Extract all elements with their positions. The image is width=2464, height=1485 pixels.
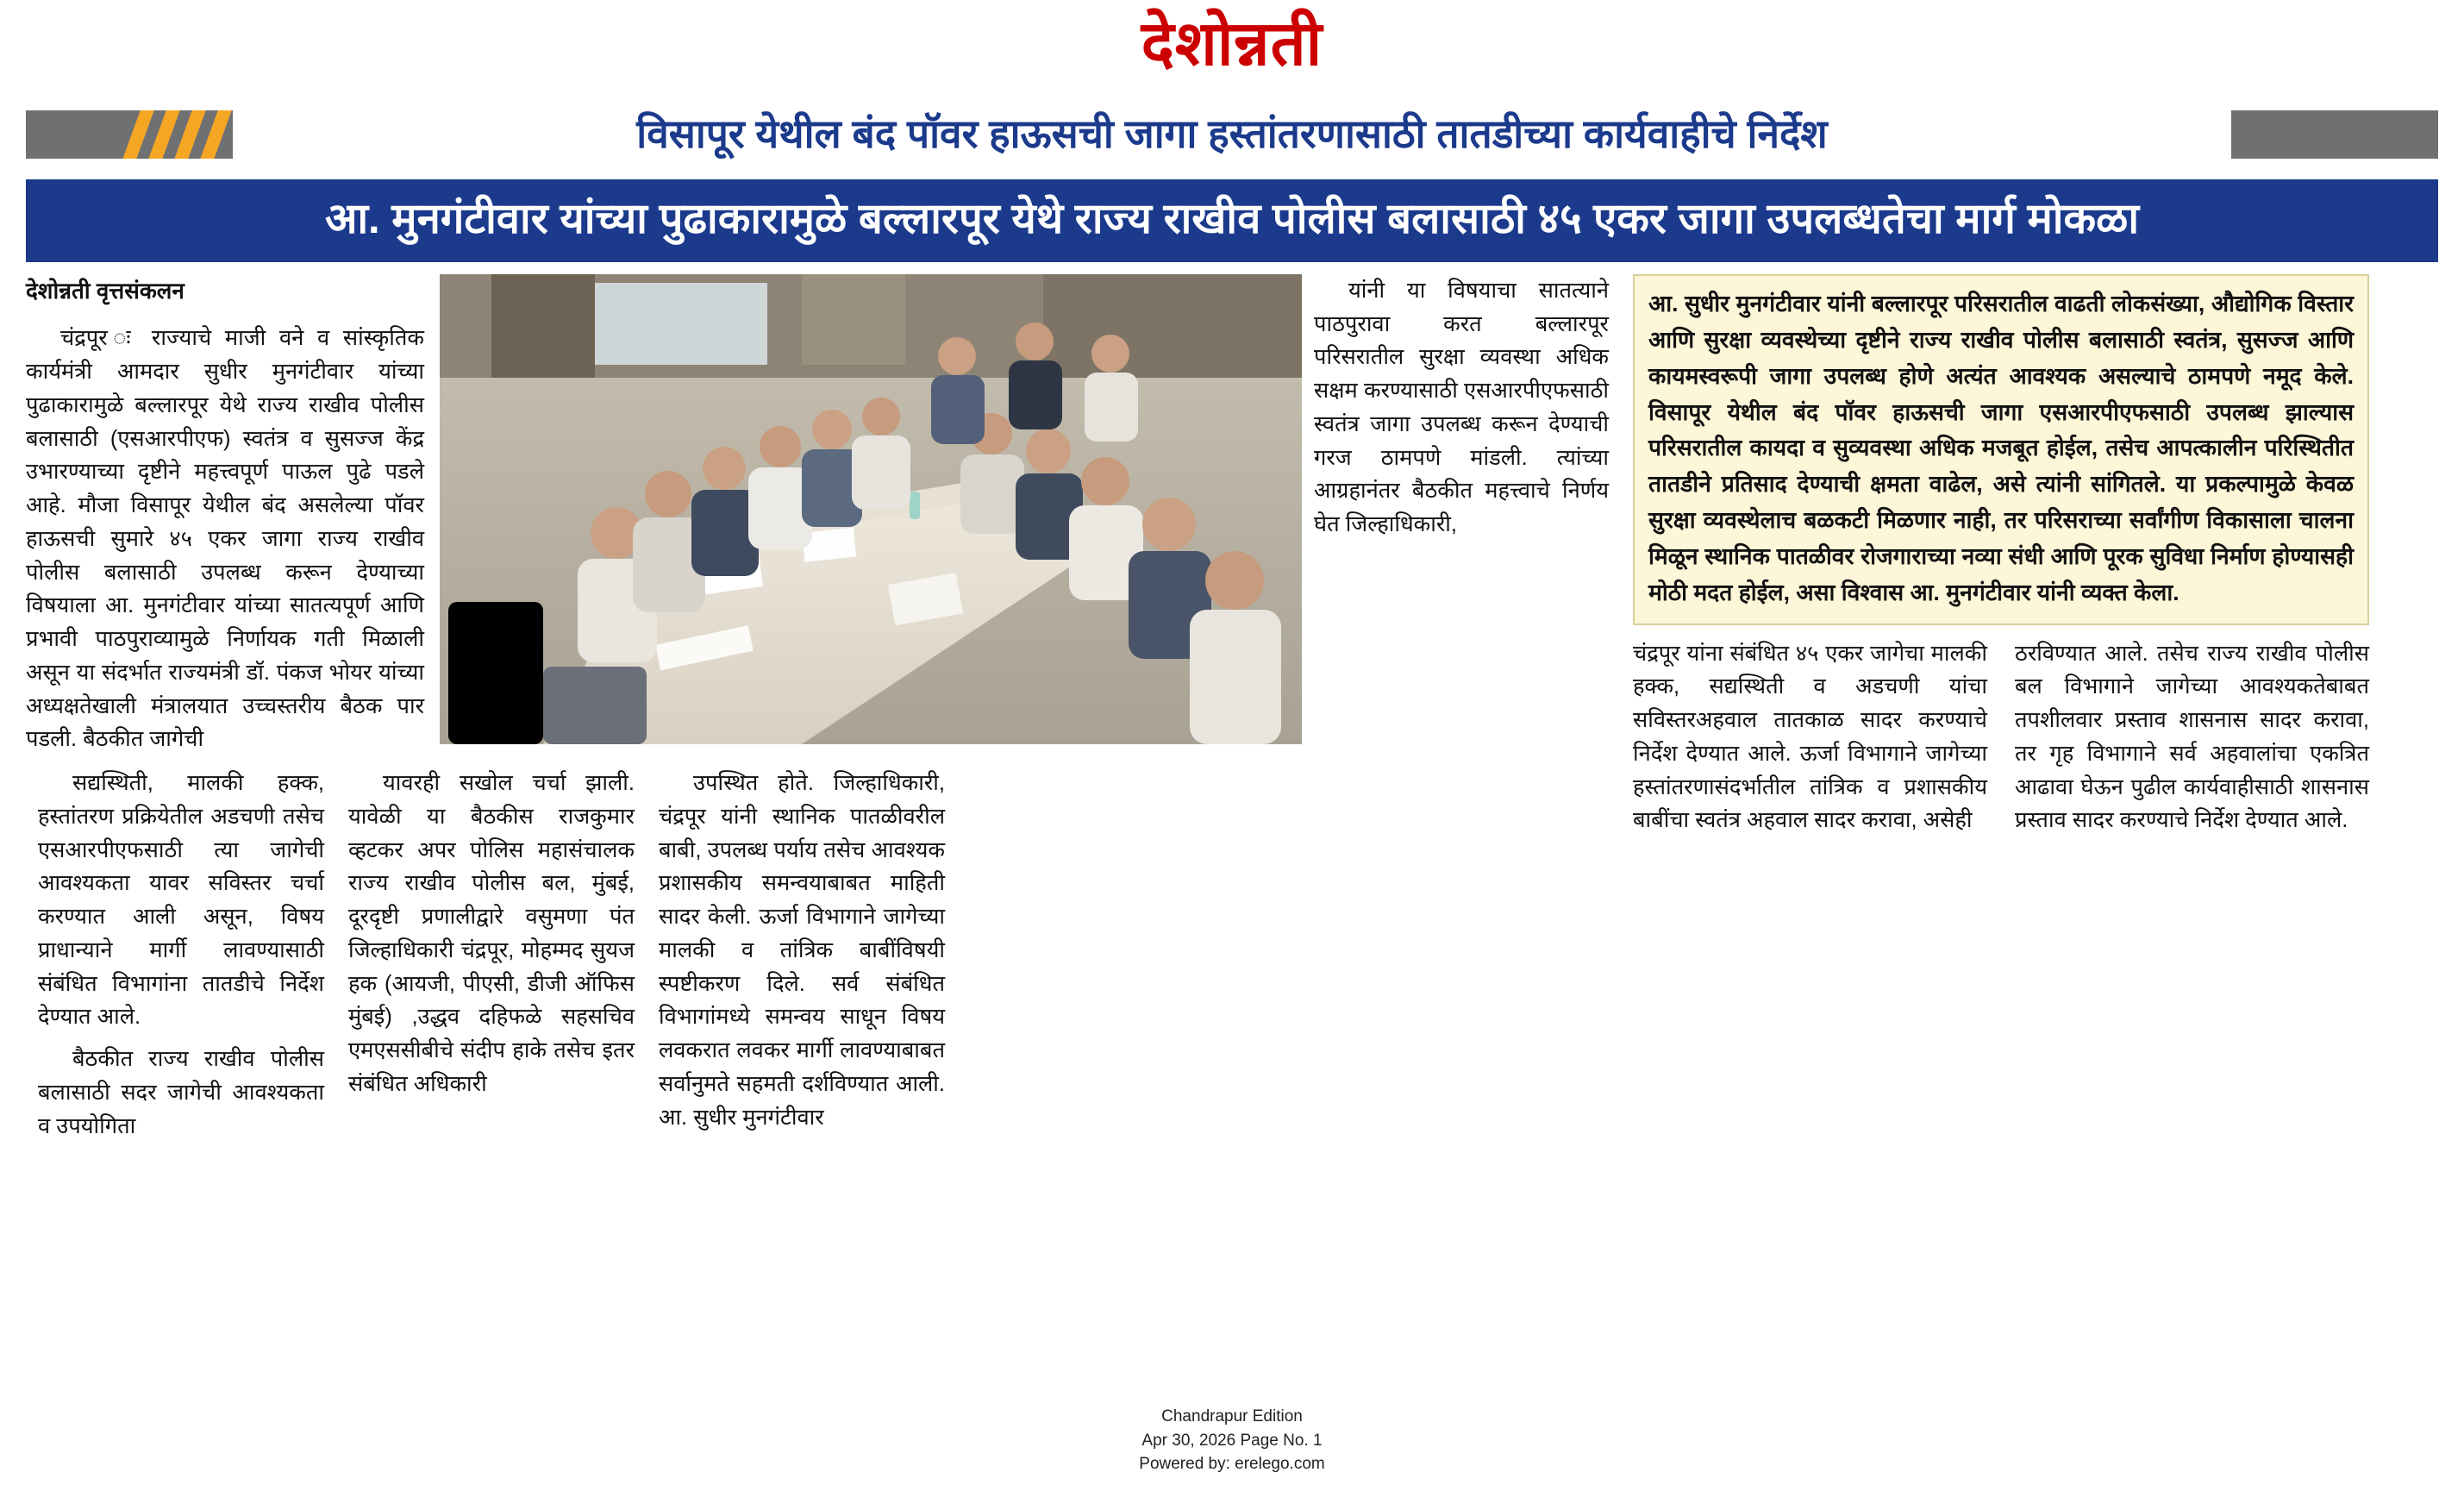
main-headline: आ. मुनगंटीवार यांच्या पुढाकारामुळे बल्लारपूर येथे राज्य राखीव पोलीस बलासाठी ४५ एकर जागा उपलब्धतेचा मार्ग मोकळा xyxy=(26,179,2438,262)
article-photo xyxy=(440,274,1302,744)
article-body xyxy=(26,274,2438,1144)
byline: देशोन्नती वृत्तसंकलन xyxy=(26,277,184,304)
column-1 xyxy=(26,274,440,756)
column-6-sub-left: चंद्रपूर यांना संबंधित ४५ एकर जागेचा मालकी हक्क, सद्यस्थिती व अडचणी यांचा सविस्तरअहवाल तातकाळ सादर करण्याचे निर्देश देण्यात आले. ऊर्जा विभागाने जागेच्या हस्तांतरणासंदर्भातील तांत्रिक व प्रशासकीय बाबींचा स्वतंत्र अहवाल सादर करावा, असेही xyxy=(1633,641,1987,833)
lead-paragraph: चंद्रपूर ः राज्याचे माजी वने व सांस्कृतिक कार्यमंत्री आमदार सुधीर मुनगंटीवार यांच्या पुढाकारामुळे बल्लारपूर येथे राज्य राखीव पोलीस बलासाठी (एसआरपीएफ) स्वतंत्र व सुसज्ज केंद्र उभारण्याच्या दृष्टीने महत्त्वपूर्ण पाऊल पुढे पडले आहे. मौजा विसापूर येथील बंद असलेल्या पॉवर हाऊसची सुमारे ४५ एकर जागा राज्य राखीव पोलीस बलासाठी उपलब्ध करून देण्याच्या विषयाला आ. मुनगंटीवार यांच्या सातत्यपूर्ण आणि प्रभावी पाठपुराव्यामुळे निर्णायक गती मिळाली असून या संदर्भात राज्यमंत्री डॉ. पंकज भोयर यांच्या अध्यक्षतेखाली मंत्रालयात उच्चस्तरीय बैठक पार पडली. बैठकीत जागेची xyxy=(26,326,424,752)
page-footer xyxy=(0,1405,2464,1476)
column-5 xyxy=(1302,274,1621,542)
footer-date-page: Apr 30, 2026 Page No. 1 xyxy=(1141,1431,1323,1450)
footer-powered-by: Powered by: erelego.com xyxy=(1139,1455,1325,1474)
masthead-title: देशोन्नती xyxy=(1141,9,1323,78)
masthead xyxy=(26,0,2438,83)
column-4 xyxy=(647,767,957,1143)
kicker-band xyxy=(26,98,2438,171)
paragraph: सद्यस्थिती, मालकी हक्क, हस्तांतरण प्रक्रियेतील अडचणी तसेच एसआरपीएफसाठी त्या जागेची आवश्यकता यावर सविस्तर चर्चा करण्यात आली असून, विषय प्राधान्याने मार्गी लावण्यासाठी संबंधित विभागांना तातडीचे निर्देश देण्यात आले. xyxy=(38,771,324,1030)
column-3 xyxy=(336,767,647,1143)
column-2 xyxy=(26,767,336,1143)
paragraph: बैठकीत राज्य राखीव पोलीस बलासाठी सदर जागेची आवश्यकता व उपयोगिता xyxy=(38,1047,324,1138)
paragraph: यांनी या विषयाचा सातत्याने पाठपुरावा करत बल्लारपूर परिसरातील सुरक्षा व्यवस्था अधिक सक्षम करण्यासाठी एसआरपीएफसाठी स्वतंत्र जागा उपलब्ध करून देण्याची गरज ठामपणे मांडली. त्यांच्या आग्रहानंतर बैठकीत महत्त्वाचे निर्णय घेत जिल्हाधिकारी, xyxy=(1314,278,1609,537)
decor-bar-right xyxy=(2231,110,2438,159)
column-6 xyxy=(1621,274,2369,837)
highlight-quote-box: आ. सुधीर मुनगंटीवार यांनी बल्लारपूर परिसरातील वाढती लोकसंख्या, औद्योगिक विस्तार आणि सुरक्षा व्यवस्थेच्या दृष्टीने राज्य राखीव पोलीस बलासाठी स्वतंत्र, सुसज्ज आणि कायमस्वरूपी जागा उपलब्ध होणे अत्यंत आवश्यक असल्याचे ठामपणे नमूद केले. विसापूर येथील बंद पॉवर हाऊसची जागा एसआरपीएफसाठी उपलब्ध झाल्यास परिसरातील कायदा व सुव्यवस्था अधिक मजबूत होईल, तसेच आपत्कालीन परिस्थितीत तातडीने प्रतिसाद देण्याची क्षमता वाढेल, असे त्यांनी सांगितले. या प्रकल्पामुळे केवळ सुरक्षा व्यवस्थेलाच बळकटी मिळणार नाही, तर परिसराच्या सर्वांगीण विकासाला चालना मिळून स्थानिक पातळीवर रोजगाराच्या नव्या संधी आणि पूरक सुविधा निर्माण होण्यासही मोठी मदत होईल, असा विश्वास आ. मुनगंटीवार यांनी व्यक्त केला. xyxy=(1633,274,2369,625)
kicker-headline: विसापूर येथील बंद पॉवर हाऊसची जागा हस्तांतरणासाठी तातडीच्या कार्यवाहीचे निर्देश xyxy=(636,111,1828,157)
paragraph: यावरही सखोल चर्चा झाली. यावेळी या बैठकीस राजकुमार व्हटकर अपर पोलिस महासंचालक राज्य राखीव पोलीस बल, मुंबई, दूरदृष्टी प्रणालीद्वारे वसुमणा पंत जिल्हाधिकारी चंद्रपूर, मोहम्मद सुयज हक (आयजी, पीएसी, डीजी ऑफिस मुंबई) ,उद्धव दहिफळे सहसचिव एमएससीबीचे संदीप हाके तसेच इतर संबंधित अधिकारी xyxy=(348,771,635,1096)
column-6-sub-right: ठरविण्यात आले. तसेच राज्य राखीव पोलीस बल विभागाने जागेच्या आवश्यकतेबाबत तपशीलवार प्रस्ताव शासनास सादर करावा, तर गृह विभागाने सर्व अहवालांचा एकत्रित आढावा घेऊन पुढील कार्यवाहीसाठी शासनास प्रस्ताव सादर करण्याचे निर्देश देण्यात आले. xyxy=(2015,641,2369,833)
footer-edition: Chandrapur Edition xyxy=(1161,1407,1303,1426)
paragraph: उपस्थित होते. जिल्हाधिकारी, चंद्रपूर यांनी स्थानिक पातळीवरील बाबी, उपलब्ध पर्याय तसेच आवश्यक प्रशासकीय समन्वयाबाबत माहिती सादर केली. ऊर्जा विभागाने जागेच्या मालकी व तांत्रिक बाबींविषयी स्पष्टीकरण दिले. सर्व संबंधित विभागांमध्ये समन्वय साधून विषय लवकरात लवकर मार्गी लावण्याबाबत सर्वानुमते सहमती दर्शविण्यात आली. आ. सुधीर मुनगंटीवार xyxy=(659,771,945,1130)
decor-bar-left xyxy=(26,110,233,159)
